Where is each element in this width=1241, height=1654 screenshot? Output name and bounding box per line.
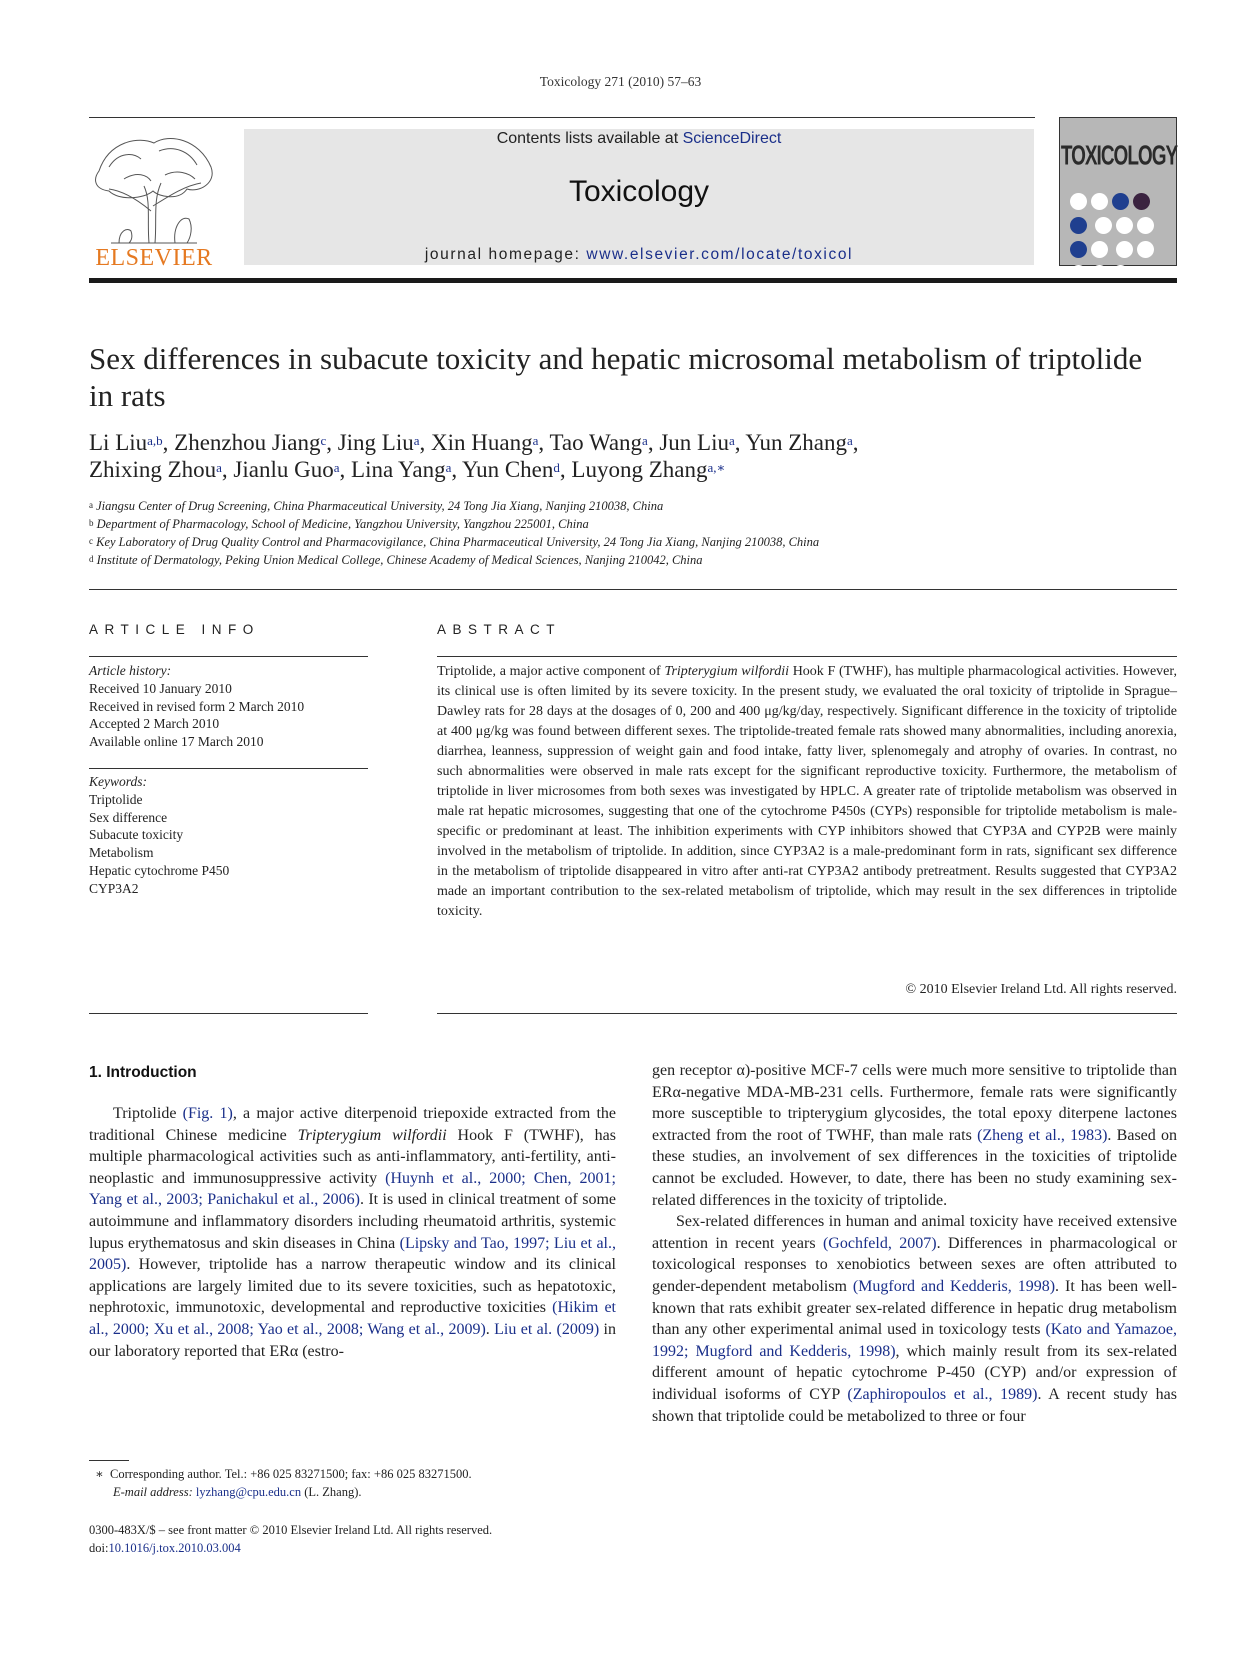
author-separator: , bbox=[647, 430, 660, 455]
article-history bbox=[89, 662, 368, 751]
author-separator: , bbox=[339, 457, 352, 482]
affiliation-item bbox=[89, 533, 1169, 551]
affiliation-key: c bbox=[89, 536, 93, 546]
author-line-2 bbox=[89, 456, 1149, 483]
author-affiliation-marker[interactable]: a bbox=[642, 433, 648, 448]
italic-term: Tripterygium wilfordii bbox=[297, 1126, 447, 1144]
journal-homepage-line bbox=[244, 246, 1034, 264]
author-affiliation-marker[interactable]: a bbox=[216, 460, 222, 475]
abstract-text-post: Hook F (TWHF), has multiple pharmacological activities. However, its clinical use is often limited by its severe toxicity. In the present study, we evaluated the oral toxicity of triptolide in Sprague–Dawley rats for 28 days at the dosages of 0, 200 and 400 μg/kg/day, respectively. Significant difference in the toxicity of triptolide at 400 μg/kg was found between different sexes. The triptolide-treated female rats showed many abnormalities, including anorexia, diarrhea, leanness, suppression of weight gain and food intake, fatty liver, splenomegaly and atrophy of ovaries. In contrast, no such abnormalities were observed in male rats except for the significant reproductive toxicity. Furthermore, the metabolism of triptolide in liver microsomes from both sexes was investigated by HPLC. A greater rate of triptolide metabolism was observed in male rat hepatic microsomes, suggesting that one of the cytochrome P450s (CYPs) responsible for triptolide metabolism is male-specific or predominant at least. The inhibition experiments with CYP inhibitors showed that CYP3A and CYP2B were mainly involved in the metabolism of triptolide. In addition, since CYP3A2 is a male-predominant form in rats, significant sex difference in the metabolism of triptolide disappeared in vitro after anti-rat CYP3A2 antibody pretreatment. Results suggested that CYP3A2 made an important contribution to the sex-related metabolism of triptolide, which may result in the sex differences in triptolide toxicity. bbox=[437, 664, 1177, 919]
affiliations bbox=[89, 497, 1169, 569]
email-line bbox=[89, 1483, 629, 1501]
issn-line: 0300-483X/$ – see front matter © 2010 Elsevier Ireland Ltd. All rights reserved. bbox=[89, 1523, 493, 1537]
affiliation-item bbox=[89, 515, 1169, 533]
citation-link[interactable]: Liu et al. (2009) bbox=[494, 1320, 600, 1338]
article-info-heading: ARTICLE INFO bbox=[89, 622, 260, 637]
abstract-text-pre: Triptolide, a major active component of bbox=[437, 664, 665, 679]
article-history-list bbox=[89, 680, 368, 751]
doi-link[interactable]: 10.1016/j.tox.2010.03.004 bbox=[108, 1541, 241, 1555]
paragraph-text: , a major active diterpenoid triepoxide extracted from the traditional Chinese medicine bbox=[89, 1105, 617, 1144]
author-name: Yun Chen bbox=[462, 457, 554, 482]
history-item: Accepted 2 March 2010 bbox=[89, 716, 220, 732]
keyword-item: Sex difference bbox=[89, 809, 168, 825]
author-line-1 bbox=[89, 429, 1149, 456]
email-suffix: (L. Zhang). bbox=[304, 1485, 362, 1499]
affiliation-key: a bbox=[89, 500, 93, 510]
author-affiliation-marker[interactable]: a bbox=[445, 460, 452, 475]
author-name: Yun Zhang bbox=[745, 430, 847, 455]
author-affiliation-marker[interactable]: a,b bbox=[147, 433, 163, 448]
header-rule bbox=[89, 117, 1035, 118]
corresponding-line bbox=[89, 1465, 629, 1483]
history-item: Available online 17 March 2010 bbox=[89, 734, 264, 750]
cover-title: TOXICOLOGY bbox=[1060, 141, 1178, 172]
header-thick-rule bbox=[89, 278, 1177, 283]
author-name: Xin Huang bbox=[431, 430, 533, 455]
author-name: Luyong Zhang bbox=[571, 457, 708, 482]
paragraph-text: . bbox=[485, 1320, 495, 1338]
section-heading-introduction: 1. Introduction bbox=[89, 1064, 197, 1081]
front-matter bbox=[89, 1521, 649, 1557]
affiliation-text: Key Laboratory of Drug Quality Control and Pharmacovigilance, China Pharmaceutical University, 24 Tong Jia Xiang, Nanjing 210038, China bbox=[93, 535, 820, 549]
article-info-rule-top bbox=[89, 656, 368, 657]
paragraph-text: . It has been well-known that rats exhibit greater sex-related difference in hepatic drug metabolism than any other experimental animal used in toxicology tests bbox=[652, 1277, 1177, 1339]
citation-link[interactable]: (Mugford and Kedderis, 1998) bbox=[852, 1277, 1056, 1295]
keywords-label: Keywords: bbox=[89, 774, 147, 789]
cover-dot-pattern bbox=[1068, 192, 1170, 288]
author-list bbox=[89, 429, 1149, 483]
paragraph-text: Triptolide bbox=[113, 1105, 183, 1122]
author-affiliation-marker[interactable]: a bbox=[728, 433, 735, 448]
affiliation-rule bbox=[89, 589, 1177, 590]
keyword-item: Subacute toxicity bbox=[89, 827, 184, 843]
elsevier-wordmark: ELSEVIER bbox=[95, 245, 213, 271]
affiliation-text: Institute of Dermatology, Peking Union Medical College, Chinese Academy of Medical Sciences, Nanjing 210042, China bbox=[93, 553, 703, 567]
corresponding-author-footnote bbox=[89, 1465, 629, 1501]
paragraph-text: . Based on these studies, an involvement of sex differences in the toxicities of triptolide cannot be excluded. However, to date, there has been no study examining sex-related differences in the toxicity of triptolide. bbox=[652, 1126, 1178, 1209]
journal-name: Toxicology bbox=[568, 175, 710, 208]
author-name: Tao Wang bbox=[549, 430, 643, 455]
author-separator: , bbox=[538, 430, 550, 455]
abstract-rule-bottom bbox=[437, 1013, 1177, 1014]
author-name: Li Liu bbox=[89, 430, 148, 455]
contents-line bbox=[244, 130, 1034, 148]
intro-paragraph-2 bbox=[652, 1211, 1177, 1427]
paragraph-text: . A recent study has shown that triptolide could be metabolized to three or four bbox=[652, 1385, 1177, 1425]
author-name: Zhixing Zhou bbox=[89, 457, 217, 482]
intro-paragraph-1 bbox=[89, 1103, 616, 1362]
contents-prefix: Contents lists available at bbox=[496, 130, 683, 147]
doi-line bbox=[89, 1539, 649, 1557]
author-name: Jing Liu bbox=[337, 430, 414, 455]
affiliation-item bbox=[89, 497, 1169, 515]
paragraph-text: . However, triptolide has a narrow therapeutic window and its clinical applications are largely limited due to its severe toxicities, such as hepatotoxic, nephrotoxic, immunotoxic, developmental and reproductive toxicities bbox=[89, 1256, 616, 1317]
affiliation-item bbox=[89, 551, 1169, 569]
author-separator: , bbox=[326, 430, 338, 455]
abstract-copyright: © 2010 Elsevier Ireland Ltd. All rights reserved. bbox=[905, 982, 1177, 997]
author-separator: , bbox=[451, 457, 463, 482]
article-info-rule-bottom bbox=[89, 1013, 368, 1014]
author-name: Jun Liu bbox=[659, 430, 729, 455]
author-name: Lina Yang bbox=[351, 457, 446, 482]
citation-link[interactable]: (Hikim et al., 2000; Xu et al., 2008; Yao et al., 2008; Wang et al., 2009) bbox=[89, 1299, 617, 1338]
affiliation-text: Department of Pharmacology, School of Medicine, Yangzhou University, Yangzhou 225001, China bbox=[93, 517, 589, 531]
journal-cover-thumbnail bbox=[1059, 117, 1177, 266]
homepage-link[interactable]: www.elsevier.com/locate/toxicol bbox=[586, 246, 854, 263]
history-item: Received in revised form 2 March 2010 bbox=[89, 698, 305, 714]
abstract-species: Tripterygium wilfordii bbox=[664, 664, 789, 679]
footnote-rule bbox=[89, 1460, 129, 1461]
journal-citation: Toxicology 271 (2010) 57–63 bbox=[539, 74, 702, 89]
citation-link[interactable]: (Huynh et al., 2000; Chen, 2001; Yang et al., 2003; Panichakul et al., 2006) bbox=[89, 1169, 617, 1209]
abstract-heading: ABSTRACT bbox=[437, 622, 562, 637]
article-info-rule-mid bbox=[89, 768, 368, 769]
author-name: Zhenzhou Jiang bbox=[174, 430, 321, 455]
citation-link[interactable]: (Gochfeld, 2007) bbox=[822, 1234, 937, 1252]
citation-link[interactable]: (Kato and Yamazoe, 1992; Mugford and Kedderis, 1998) bbox=[652, 1321, 1178, 1360]
paragraph-text: Hook F (TWHF), has multiple pharmacological activities such as anti-inflammatory, anti-fertility, anti-neoplastic and immunosuppressive activity bbox=[89, 1126, 616, 1187]
citation-link[interactable]: (Fig. 1) bbox=[182, 1105, 233, 1122]
body-column-left bbox=[89, 1103, 616, 1362]
author-affiliation-marker[interactable]: a bbox=[846, 433, 853, 448]
paragraph-text: in our laboratory reported that ERα (estro- bbox=[89, 1320, 617, 1360]
paragraph-text: . It is used in clinical treatment of some autoimmune and inflammatory disorders including rheumatoid arthritis, systemic lupus erythematosus and skin diseases in China bbox=[89, 1191, 617, 1252]
article-title: Sex differences in subacute toxicity and hepatic microsomal metabolism of triptolide in rats bbox=[89, 341, 1143, 413]
intro-paragraph-1-continued bbox=[652, 1060, 1177, 1211]
homepage-prefix: journal homepage: bbox=[424, 246, 587, 263]
affiliation-key: b bbox=[89, 518, 94, 528]
author-separator: , bbox=[852, 430, 859, 455]
abstract-text bbox=[437, 662, 1177, 922]
article-history-label: Article history: bbox=[89, 663, 172, 678]
history-item: Received 10 January 2010 bbox=[89, 680, 232, 696]
paragraph-text: , which mainly result from its sex-related different amount of hepatic cytochrome P-450 (CYP) and/or expression of individual isoforms of CYP bbox=[652, 1342, 1177, 1403]
citation-link[interactable]: (Zaphiropoulos et al., 1989) bbox=[847, 1385, 1038, 1403]
author-separator: , bbox=[162, 430, 175, 455]
author-separator: , bbox=[221, 457, 234, 482]
keywords bbox=[89, 773, 368, 898]
body-column-right bbox=[652, 1060, 1177, 1427]
author-separator: , bbox=[559, 457, 572, 482]
footnote-marker: ∗ bbox=[95, 1467, 104, 1481]
abstract-rule-top bbox=[437, 656, 1177, 657]
paragraph-text: Sex-related differences in human and animal toxicity have received extensive attention in recent years bbox=[652, 1213, 1177, 1252]
email-link[interactable]: lyzhang@cpu.edu.cn bbox=[195, 1485, 302, 1499]
email-label: E-mail address: bbox=[113, 1485, 193, 1499]
author-separator: , bbox=[419, 430, 432, 455]
corresponding-text: Corresponding author. Tel.: +86 025 83271500; fax: +86 025 83271500. bbox=[110, 1467, 472, 1481]
keyword-item: Metabolism bbox=[89, 845, 154, 861]
author-affiliation-marker[interactable]: a bbox=[413, 433, 420, 448]
author-affiliation-marker[interactable]: a bbox=[333, 460, 340, 475]
author-name: Jianlu Guo bbox=[233, 457, 334, 482]
author-affiliation-marker[interactable]: d bbox=[553, 460, 560, 475]
citation-link[interactable]: (Zheng et al., 1983) bbox=[977, 1126, 1108, 1144]
doi-prefix: doi: bbox=[89, 1541, 109, 1555]
paragraph-text: gen receptor α)-positive MCF-7 cells were much more sensitive to triptolide than ERα-negative MDA-MB-231 cells. Furthermore, female rats were significantly more susceptible to tripterygium glycosides, the total epoxy diterpene lactones extracted from the root of TWHF, than male rats bbox=[652, 1062, 1177, 1144]
keyword-item: Hepatic cytochrome P450 bbox=[89, 862, 230, 878]
author-separator: , bbox=[734, 430, 746, 455]
paragraph-text: . Differences in pharmacological or toxicological responses to xenobiotics between sexes are often attributed to gender-dependent metabolism bbox=[652, 1234, 1178, 1295]
citation-link[interactable]: (Lipsky and Tao, 1997; Liu et al., 2005) bbox=[89, 1234, 616, 1274]
keywords-list bbox=[89, 791, 368, 898]
keyword-item: CYP3A2 bbox=[89, 880, 139, 896]
sciencedirect-link[interactable]: ScienceDirect bbox=[682, 130, 782, 147]
keyword-item: Triptolide bbox=[89, 791, 143, 807]
author-affiliation-marker[interactable]: a,∗ bbox=[707, 460, 726, 475]
author-affiliation-marker[interactable]: c bbox=[320, 433, 327, 448]
affiliation-key: d bbox=[89, 554, 94, 564]
affiliation-text: Jiangsu Center of Drug Screening, China Pharmaceutical University, 24 Tong Jia Xiang, Nanjing 210038, China bbox=[93, 499, 664, 513]
author-affiliation-marker[interactable]: a bbox=[532, 433, 539, 448]
